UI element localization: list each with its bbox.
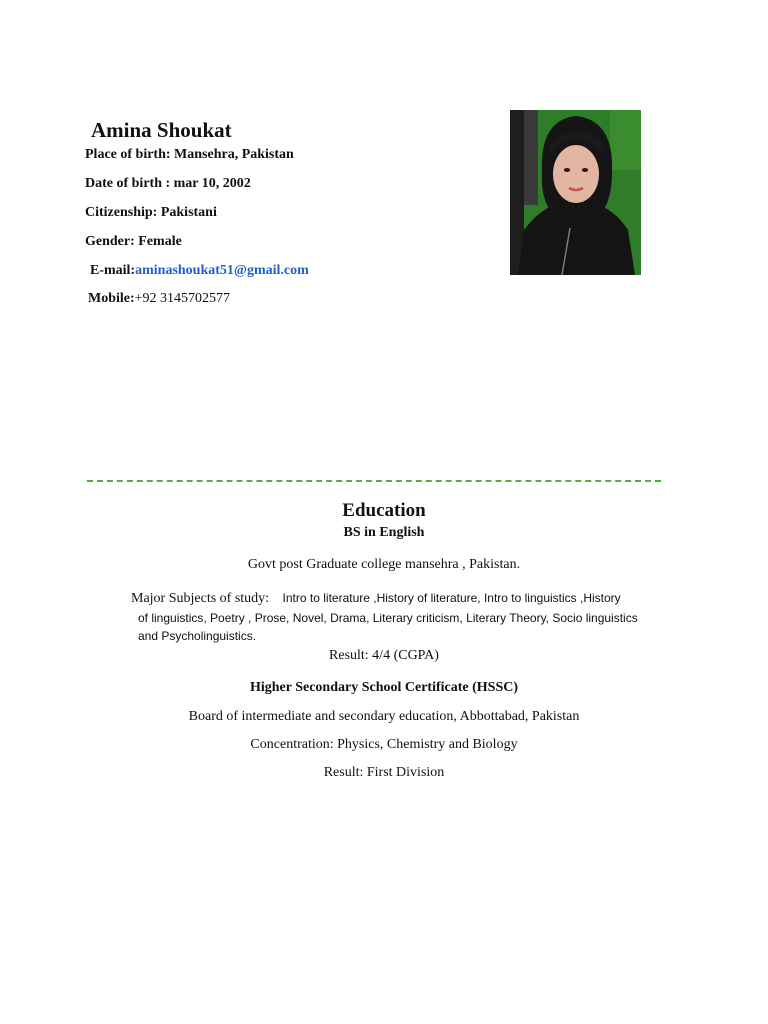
place-of-birth: Place of birth: Mansehra, Pakistan	[85, 147, 294, 162]
subjects-list-line-2: of linguistics, Poetry , Prose, Novel, Drama, Literary criticism, Literary Theory, Socio linguistics	[138, 610, 638, 625]
bs-result: Result: 4/4 (CGPA)	[329, 648, 439, 663]
email-row	[90, 263, 309, 279]
mobile-label: Mobile:	[88, 291, 135, 306]
hssc-board: Board of intermediate and secondary education, Abbottabad, Pakistan	[188, 709, 580, 724]
mobile-number: +92 3145702577	[134, 291, 231, 306]
subjects-list-line-1: Intro to literature ,History of literature, Intro to linguistics ,History	[282, 591, 621, 605]
profile-photo	[510, 110, 641, 275]
email-label: E-mail:	[90, 263, 136, 278]
bs-degree: BS in English	[343, 525, 425, 540]
date-of-birth: Date of birth : mar 10, 2002	[85, 176, 251, 191]
hssc-result: Result: First Division	[323, 765, 445, 780]
gender: Gender: Female	[85, 234, 182, 249]
bs-subjects	[131, 589, 666, 646]
citizenship: Citizenship: Pakistani	[85, 205, 217, 220]
bs-institution: Govt post Graduate college mansehra , Pakistan.	[247, 557, 521, 572]
section-divider	[87, 480, 661, 482]
profile-photo-illustration	[510, 110, 641, 275]
person-name: Amina Shoukat	[91, 118, 232, 142]
mobile-row	[88, 291, 230, 307]
education-heading: Education	[342, 500, 426, 521]
email-link[interactable]: aminashoukat51@gmail.com	[135, 263, 309, 278]
hssc-concentration: Concentration: Physics, Chemistry and Biology	[250, 737, 518, 752]
subjects-list-line-3: and Psycholinguistics.	[138, 629, 257, 643]
hssc-degree: Higher Secondary School Certificate (HSSC)	[249, 680, 519, 695]
subjects-label: Major Subjects of study:	[131, 591, 270, 606]
